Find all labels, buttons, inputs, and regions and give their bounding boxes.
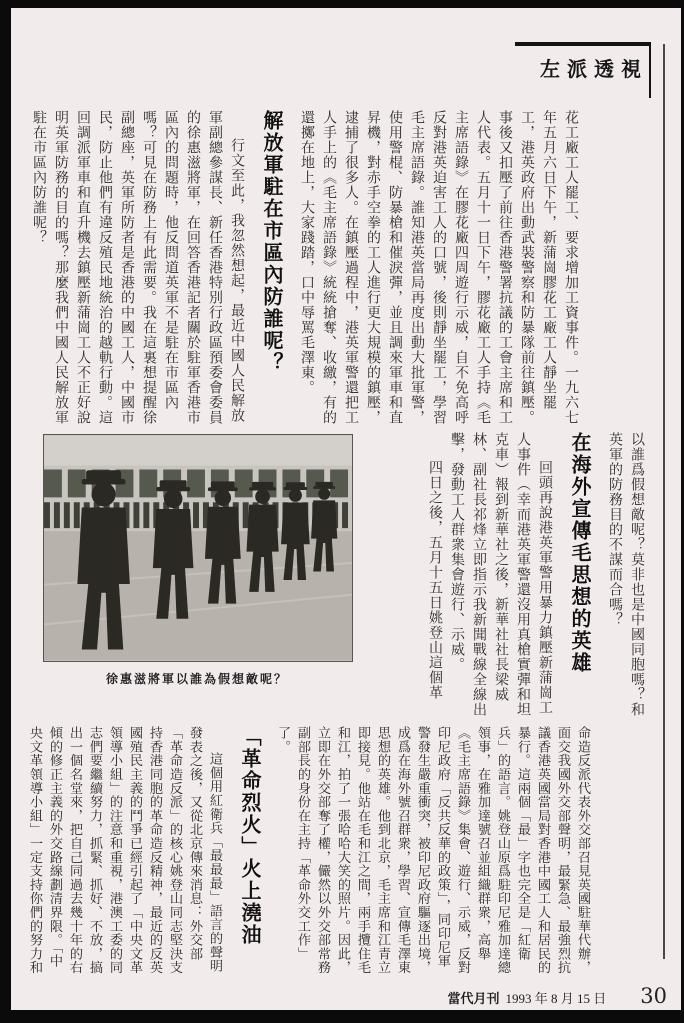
column-title: 左派透視 xyxy=(540,59,648,81)
middle-continuation-paragraph: 以誰爲假想敵呢？莫非也是中國同胞嗎？和英軍的防務目的不謀而合嗎？ xyxy=(607,432,644,717)
middle-heading: 在海外宣傳毛思想的英雄 xyxy=(568,432,590,674)
bottom-continuation-paragraph: 命造反派代表外交部召見英國駐華代辦，面交我國外交部聲明，最緊急、最強烈抗議香港英國當局對香港中國工人和居民的暴行。這兩個「最」字也完全是「紅衛兵」的語言。姚登山原爲駐印尼雅加達總領事，在雅加達號召並組織群衆，高舉《毛主席語錄》集會、遊行、示威，反對印尼政府「反共反華的政策」，同印尼軍警發生嚴重衝突，被印尼政府驅逐出境，成爲在海外號召群衆，學習、宣傳毛澤東思想的英雄。他到北京，毛主席和江青立即接見。他站在毛和江之間，兩手攬住毛和江，拍了一張哈哈大笑的照片。因此，立即在外交部奪了權，儼然以外交部常務副部長的身份在主持「革命外交工作」了。 xyxy=(276,726,591,975)
page-footer xyxy=(11,984,667,1008)
section-middle xyxy=(27,432,647,720)
middle-body-paragraph-2: 四日之後，五月十五日姚登山這個革 xyxy=(427,460,442,700)
middle-body-paragraph: 回頭再說港英軍警用暴力鎮壓新蒲崗工人事件（幸而港英軍警還沒用真槍實彈和坦克車）報到新華社之後，新華社社長梁威林、副社長祁烽立即指示我新聞戰線全線出擊，發動工人群衆集會遊行、示威。 xyxy=(449,432,552,717)
photo-caption: 徐惠滋將軍以誰為假想敵呢？ xyxy=(105,672,288,686)
footer-page-number: 30 xyxy=(640,984,667,1008)
footer-publication: 當代月刊 xyxy=(447,991,500,1006)
pla-officers-photo xyxy=(43,434,353,662)
intro-heading: 解放軍駐在市區內防誰呢？ xyxy=(260,110,282,374)
bottom-body-paragraph: 這個用紅衛兵「最最最」語言的聲明發表之後，又從北京傳來消息：外交部「革命造反派」的核心姚登山同志堅決支持香港同胞的革命造反精神，最近的反英國殖民主義的鬥爭已經引起了「中央文革領導小組」的注意和重視，港澳工委的同志們要繼續努力，抓緊、抓好、不放，搞出一個名堂來，把自己同過去幾十年的右傾的修正主義的外交路線劃清界限。「中央文革領導小組」一定支持你們的努力和 xyxy=(28,726,223,975)
bottom-heading: 「革命烈火」火上澆油 xyxy=(238,726,260,946)
section-intro xyxy=(27,110,581,428)
photo-figure xyxy=(27,434,357,687)
header-rule-box xyxy=(515,42,651,98)
right-margin-rule xyxy=(663,44,665,959)
footer-date: 1993 年 8 月 15 日 xyxy=(505,991,607,1006)
section-bottom xyxy=(25,726,593,978)
intro-body-paragraph: 行文至此，我忽然想起，最近中國人民解放軍副總參謀長、新任香港特別行政區預委會委員的徐惠滋將軍，在回答香港記者關於駐軍香港市區內的問題時，他反問道英軍不是駐在市區內嗎？可見在防務上有此需要。我在這裏想提醒徐副總座，英軍所防者是香港的中國工人，中國市民，防止他們有違反殖民地統治的越軌行動。這回調派軍車和直升機去鎮壓新蒲崗工人不正好說明英軍防務的目的嗎？那麼我們中國人民解放軍駐在市區內防誰呢？ xyxy=(31,110,244,425)
page-header xyxy=(11,42,681,106)
section-middle-text xyxy=(363,432,647,720)
intro-lead-paragraph: 花工廠工人罷工、要求增加工資事件。一九六七年五月六日下午，新蒲崗膠花工廠工人靜坐罷工，港英政府出動武裝警察和防暴隊前往鎮壓。事後又扣壓了前往香港警署抗議的工會主席和工人代表。五月十一日下午，膠花廠工人手持《毛主席語錄》在膠花廠四周遊行示威，自不免高呼反對港英迫害工人的口號，後則靜坐罷工，學習毛主席語錄。誰知港英當局再度出動大批軍警，使用警棍、防暴槍和催淚彈，並且調來軍車和直昇機，對赤手空拳的工人進行更大規模的鎮壓，逮捕了很多人。在鎮壓過程中，港英軍警還把工人手上的《毛主席語錄》統統搶奪、收繳，有的還擲在地上，大家踐踏，口中辱罵毛澤東。 xyxy=(299,110,578,425)
